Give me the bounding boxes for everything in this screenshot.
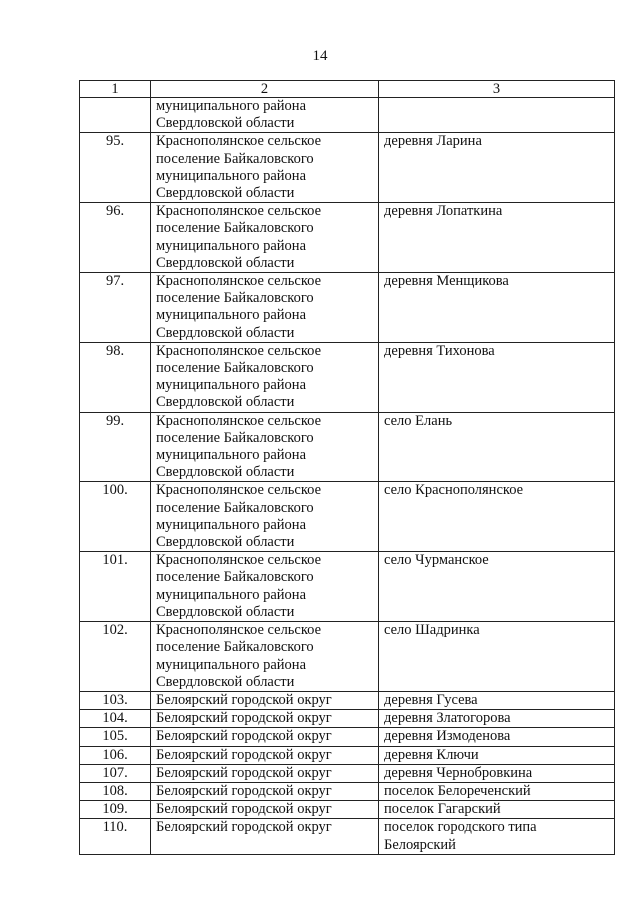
municipality-line: поселение Байкаловского [156,220,314,237]
municipality-line: Белоярский городской округ [156,710,332,727]
settlement-cell [379,342,615,412]
municipality-line: муниципального района [156,447,306,464]
row-number: 105. [80,728,151,746]
municipality-line: Свердловской области [156,185,295,202]
municipality-line: муниципального района [156,656,306,673]
municipality-cell [151,342,379,412]
municipality-cell [151,412,379,482]
settlement-cell [379,622,615,692]
row-number: 107. [80,764,151,782]
municipality-cell [151,819,379,854]
settlement-line: деревня Златогорова [384,710,511,727]
municipality-line: Свердловской области [156,324,295,341]
settlement-line: село Чурманское [384,552,489,569]
table-row [80,622,615,692]
municipality-line: поселение Байкаловского [156,639,314,656]
municipality-line: Краснополянское сельское [156,552,322,569]
table-header-row [80,81,615,98]
municipality-cell [151,203,379,273]
row-number: 109. [80,801,151,819]
page-number: 14 [312,48,328,64]
table-row [80,764,615,782]
row-number: 108. [80,782,151,800]
settlement-line: деревня Менщикова [384,273,509,290]
municipality-line: поселение Байкаловского [156,499,314,516]
settlement-cell [379,710,615,728]
municipality-line: Свердловской области [156,534,295,551]
table-row [80,746,615,764]
column-header-2: 2 [151,81,379,98]
settlement-line: село Краснополянское [384,482,524,499]
table-row [80,691,615,709]
settlement-line: поселок Гагарский [384,801,501,818]
settlement-line: деревня Чернобровкина [384,764,533,781]
municipality-line: Белоярский городской округ [156,782,332,799]
settlement-line: деревня Тихонова [384,342,495,359]
settlement-cell [379,801,615,819]
settlement-line: поселок городского типа [384,819,537,836]
settlement-line: село Шадринка [384,622,480,639]
row-number: 95. [80,133,151,203]
municipality-cell [151,801,379,819]
table-row [80,98,615,133]
settlement-cell [379,819,615,854]
row-number: 101. [80,552,151,622]
municipality-line: муниципального района [156,167,306,184]
municipality-cell [151,482,379,552]
municipality-line: Свердловской области [156,603,295,620]
table-row [80,412,615,482]
municipality-cell [151,273,379,343]
table-row [80,203,615,273]
municipality-line: Свердловской области [156,394,295,411]
municipality-line: муниципального района [156,516,306,533]
settlement-cell [379,764,615,782]
row-number: 97. [80,273,151,343]
settlement-cell [379,482,615,552]
municipality-line: Свердловской области [156,115,295,132]
municipality-line: Краснополянское сельское [156,482,322,499]
municipality-cell [151,782,379,800]
table-row [80,819,615,854]
row-number: 98. [80,342,151,412]
municipality-line: Белоярский городской округ [156,764,332,781]
municipality-line: Белоярский городской округ [156,801,332,818]
row-number: 100. [80,482,151,552]
municipality-line: поселение Байкаловского [156,360,314,377]
row-number: 96. [80,203,151,273]
municipality-line: Краснополянское сельское [156,203,322,220]
municipality-line: поселение Байкаловского [156,150,314,167]
table-row [80,273,615,343]
municipality-line: Белоярский городской округ [156,746,332,763]
municipality-line: Свердловской области [156,464,295,481]
municipality-line: Белоярский городской округ [156,691,332,708]
municipality-line: Свердловской области [156,673,295,690]
row-number: 99. [80,412,151,482]
municipality-line: Белоярский городской округ [156,728,332,745]
settlement-line: село Елань [384,412,453,429]
settlement-cell [379,273,615,343]
table-row [80,552,615,622]
settlement-cell [379,133,615,203]
settlement-line: деревня Лопаткина [384,203,503,220]
column-header-1: 1 [80,81,151,98]
municipality-line: поселение Байкаловского [156,569,314,586]
settlement-line: деревня Ларина [384,133,482,150]
row-number: 103. [80,691,151,709]
table-row [80,342,615,412]
row-number: 106. [80,746,151,764]
municipality-cell [151,764,379,782]
settlement-cell [379,691,615,709]
settlement-cell [379,782,615,800]
settlement-cell [379,98,615,133]
column-header-3: 3 [379,81,615,98]
settlement-cell [379,746,615,764]
settlement-line: Белоярский [384,836,456,853]
row-number [80,98,151,133]
municipality-cell [151,728,379,746]
settlement-cell [379,203,615,273]
municipality-line: Краснополянское сельское [156,273,322,290]
table-row [80,728,615,746]
municipality-line: поселение Байкаловского [156,429,314,446]
settlement-line: поселок Белореченский [384,782,531,799]
settlement-cell [379,552,615,622]
municipality-line: муниципального района [156,307,306,324]
municipality-line: Краснополянское сельское [156,133,322,150]
municipality-cell [151,691,379,709]
table-row [80,482,615,552]
municipality-line: Краснополянское сельское [156,412,322,429]
settlement-cell [379,728,615,746]
table-row [80,133,615,203]
settlement-line: деревня Измоденова [384,728,511,745]
table-row [80,782,615,800]
municipality-cell [151,98,379,133]
municipality-line: Краснополянское сельское [156,622,322,639]
municipality-line: муниципального района [156,98,306,114]
settlement-line [384,98,612,115]
municipality-line: Белоярский городской округ [156,819,332,836]
municipality-line: муниципального района [156,586,306,603]
municipality-cell [151,133,379,203]
row-number: 110. [80,819,151,854]
municipality-cell [151,622,379,692]
municipality-cell [151,746,379,764]
settlement-cell [379,412,615,482]
table-row [80,801,615,819]
settlements-table [79,80,615,855]
settlement-line: деревня Гусева [384,691,478,708]
row-number: 102. [80,622,151,692]
municipality-line: поселение Байкаловского [156,290,314,307]
municipality-line: Краснополянское сельское [156,342,322,359]
municipality-line: Свердловской области [156,254,295,271]
table-row [80,710,615,728]
municipality-cell [151,552,379,622]
settlement-line: деревня Ключи [384,746,479,763]
municipality-line: муниципального района [156,237,306,254]
row-number: 104. [80,710,151,728]
municipality-cell [151,710,379,728]
municipality-line: муниципального района [156,377,306,394]
